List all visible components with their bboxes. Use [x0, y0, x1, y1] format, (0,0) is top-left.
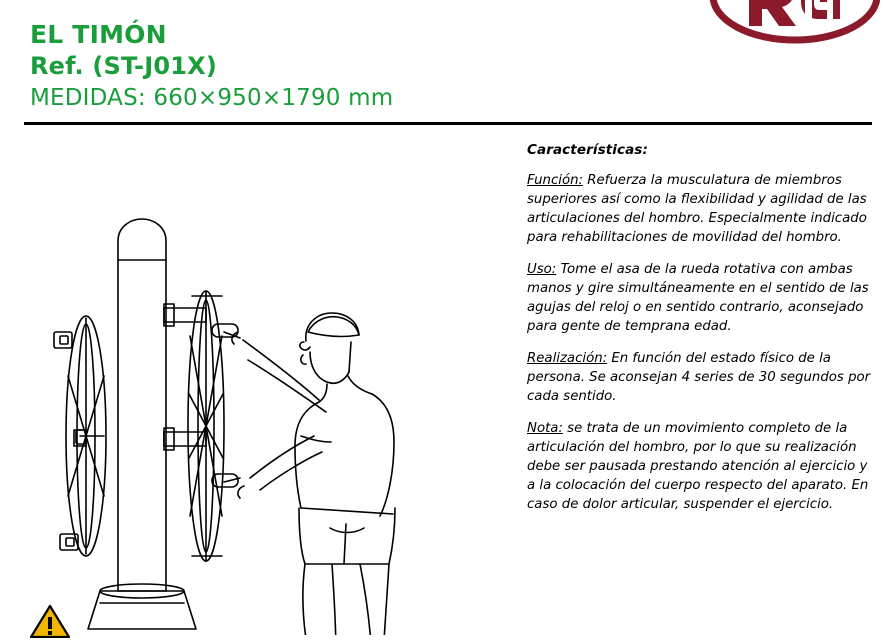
page-title: EL TIMÓN [30, 20, 167, 49]
product-dimensions: MEDIDAS: 660×950×1790 mm [30, 84, 394, 111]
product-illustration [14, 136, 494, 635]
section-uso-label: Uso: [527, 262, 557, 277]
header-divider [24, 122, 872, 125]
column-divider [508, 132, 510, 635]
product-reference: Ref. (ST-J01X) [30, 52, 218, 80]
section-funcion-label: Función: [527, 173, 584, 188]
section-funcion [527, 171, 879, 247]
section-uso-text: Tome el asa de la rueda rotativa con ambas manos y gire simultáneamente en el sentido de las agujas del reloj o en sentido contrario, aconsejado para gente de temprana edad. [527, 262, 869, 334]
section-realizacion-text: En función del estado físico de la persona. Se aconsejan 4 series de 30 segundos por cada sentido. [527, 351, 871, 404]
section-realizacion-label: Realización: [527, 351, 608, 366]
title-block [30, 18, 393, 113]
section-funcion-text: Refuerza la musculatura de miembros superiores así como la flexibilidad y agilidad de las articulaciones del hombro. Especialmente indicado para rehabilitaciones de movilidad del hombro. [527, 173, 867, 245]
section-nota [527, 419, 879, 514]
warning-triangle-icon [30, 604, 70, 638]
section-uso [527, 260, 879, 336]
section-nota-label: Nota: [527, 421, 563, 436]
section-realizacion [527, 349, 879, 406]
company-logo [677, 0, 887, 62]
characteristics-heading: Características: [527, 142, 648, 158]
characteristics-panel [527, 142, 879, 527]
document-header [0, 0, 895, 126]
section-nota-text: se trata de un movimiento completo de la articulación del hombro, por lo que su realización debe ser pausada prestando atención al ejercicio y a la colocación del cuerpo respecto del aparato. En caso de dolor articular, suspender el ejercicio. [527, 421, 869, 512]
